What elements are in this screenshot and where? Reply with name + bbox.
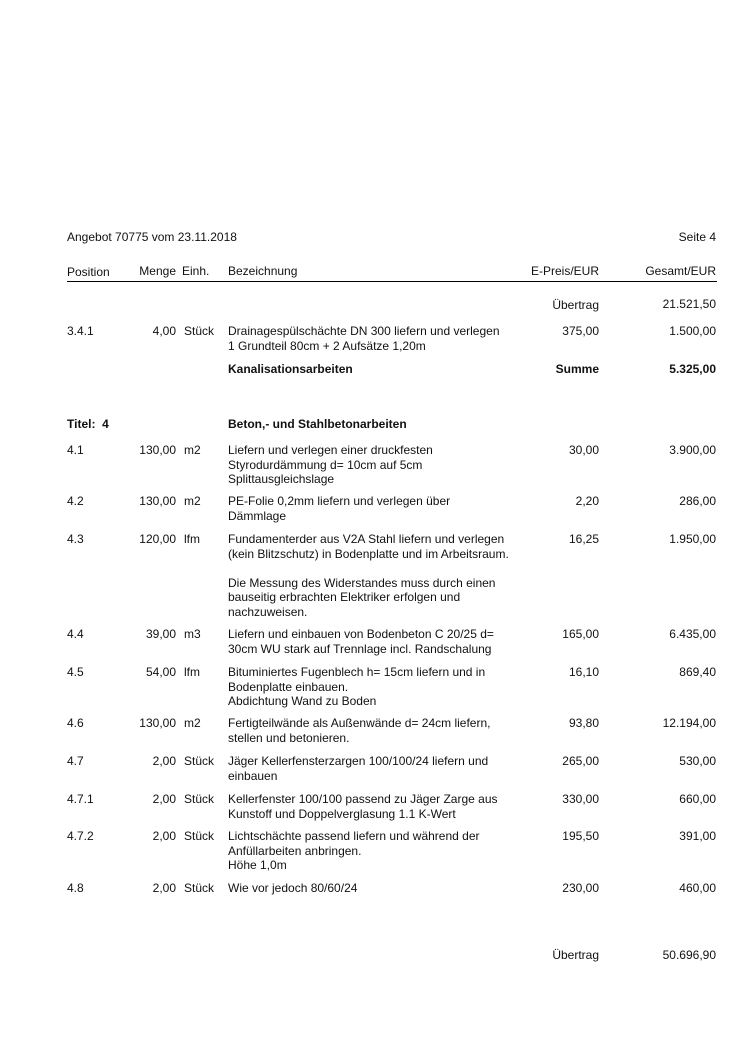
item-description-line: Drainagespülschächte DN 300 liefern und verlegen: [228, 324, 500, 338]
item-description-line: Lichtschächte passend liefern und während der: [228, 829, 480, 843]
col-header-einheit: Einh.: [182, 264, 210, 278]
item-description-line: stellen und betonieren.: [228, 730, 350, 745]
subtotal-value: 5.325,00: [669, 362, 716, 376]
carry-out-value: 50.696,90: [662, 948, 716, 962]
col-header-gesamt: Gesamt/EUR: [645, 264, 716, 278]
item-unit-price: 265,00: [562, 754, 599, 768]
item-quantity: 2,00: [152, 881, 176, 895]
item-total: 6.435,00: [669, 627, 716, 641]
item-position: 4.4: [67, 627, 84, 641]
item-description: [228, 324, 500, 353]
carry-in-label: Übertrag: [552, 298, 599, 312]
item-unit-price: 30,00: [568, 443, 599, 457]
item-total: 391,00: [679, 829, 716, 843]
item-description: [228, 792, 498, 821]
item-description-line: Fertigteilwände als Außenwände d= 24cm liefern,: [228, 716, 491, 730]
item-position: 4.2: [67, 494, 84, 508]
item-description: [228, 881, 357, 896]
item-unit-price: 2,20: [575, 494, 599, 508]
col-header-menge: Menge: [139, 264, 176, 278]
item-description-line: PE-Folie 0,2mm liefern und verlegen über: [228, 494, 451, 508]
item-unit-price: 375,00: [562, 324, 599, 338]
item-description-line: Kunstoff und Doppelverglasung 1.1 K-Wert: [228, 806, 456, 821]
item-description-line: (kein Blitzschutz) in Bodenplatte und im Arbeitsraum.: [228, 546, 509, 561]
item-description-line: Styrodurdämmung d= 10cm auf 5cm: [228, 457, 423, 472]
item-unit: lfm: [184, 532, 200, 546]
item-description: [228, 494, 450, 523]
col-header-bezeichnung: Bezeichnung: [228, 264, 298, 278]
item-description-line: Dämmlage: [228, 508, 287, 523]
section-title: Beton,- und Stahlbetonarbeiten: [228, 417, 407, 431]
item-unit: Stück: [184, 754, 215, 768]
item-unit-price: 165,00: [562, 627, 599, 641]
item-description-line: bauseitig erbrachten Elektriker erfolgen und: [228, 590, 461, 604]
item-unit: lfm: [184, 665, 200, 679]
carry-out-label: Übertrag: [552, 948, 599, 962]
item-description-line: [228, 561, 509, 576]
offer-reference: Angebot 70775 vom 23.11.2018: [67, 230, 237, 244]
item-description-line: Liefern und einbauen von Bodenbeton C 20/25 d=: [228, 627, 494, 641]
item-position: 4.8: [67, 881, 84, 895]
item-description-line: Bituminiertes Fugenblech h= 15cm liefern und in: [228, 665, 486, 679]
item-description-line: Abdichtung Wand zu Boden: [228, 694, 377, 708]
item-description-line: Fundamenterder aus V2A Stahl liefern und verlegen: [228, 532, 505, 546]
item-unit-price: 16,10: [568, 665, 599, 679]
item-unit: Stück: [184, 881, 215, 895]
item-description: [228, 829, 480, 873]
item-total: 3.900,00: [669, 443, 716, 457]
section-number: 4: [102, 417, 109, 431]
item-total: 869,40: [679, 665, 716, 679]
item-description-line: 30cm WU stark auf Trennlage incl. Randschalung: [228, 641, 492, 656]
item-unit: m2: [184, 494, 201, 508]
item-unit: Stück: [184, 792, 215, 806]
item-position: 4.5: [67, 665, 84, 679]
item-unit-price: 93,80: [568, 716, 599, 730]
item-position: 4.7.1: [67, 792, 94, 806]
item-total: 660,00: [679, 792, 716, 806]
item-unit: m3: [184, 627, 201, 641]
item-description: [228, 754, 488, 783]
item-total: 286,00: [679, 494, 716, 508]
carry-in-value: 21.521,50: [662, 297, 716, 311]
item-description: [228, 532, 509, 619]
item-description: [228, 716, 490, 745]
item-description-line: Wie vor jedoch 80/60/24: [228, 881, 358, 895]
header-divider: [67, 281, 717, 282]
item-quantity: 130,00: [139, 716, 176, 730]
item-position: 4.1: [67, 443, 84, 457]
item-position: 4.3: [67, 532, 84, 546]
item-position: 3.4.1: [67, 324, 94, 338]
item-total: 1.950,00: [669, 532, 716, 546]
subtotal-title: Kanalisationsarbeiten: [228, 362, 353, 376]
page-number: Seite 4: [678, 230, 716, 244]
item-description-line: Höhe 1,0m: [228, 858, 287, 872]
item-description-line: Liefern und verlegen einer druckfesten: [228, 443, 433, 457]
item-quantity: 2,00: [152, 829, 176, 843]
item-position: 4.6: [67, 716, 84, 730]
item-description: [228, 665, 485, 709]
item-description-line: Anfüllarbeiten anbringen.: [228, 843, 362, 858]
item-total: 12.194,00: [662, 716, 716, 730]
item-description: [228, 443, 433, 487]
item-description: [228, 627, 494, 656]
item-quantity: 4,00: [152, 324, 176, 338]
item-quantity: 2,00: [152, 792, 176, 806]
item-unit-price: 195,50: [562, 829, 599, 843]
item-total: 530,00: [679, 754, 716, 768]
item-description-line: 1 Grundteil 80cm + 2 Aufsätze 1,20m: [228, 338, 426, 353]
item-quantity: 130,00: [139, 443, 176, 457]
section-label-text: Titel:: [67, 417, 96, 431]
item-description-line: Bodenplatte einbauen.: [228, 679, 349, 694]
item-description-line: Kellerfenster 100/100 passend zu Jäger Zarge aus: [228, 792, 498, 806]
col-header-position: Position: [67, 265, 110, 279]
item-position: 4.7: [67, 754, 84, 768]
item-quantity: 39,00: [145, 627, 176, 641]
item-description-line: nachzuweisen.: [228, 604, 308, 619]
item-unit-price: 330,00: [562, 792, 599, 806]
item-description-line: Jäger Kellerfensterzargen 100/100/24 liefern und: [228, 754, 489, 768]
col-header-epreis: E-Preis/EUR: [530, 264, 599, 278]
item-quantity: 120,00: [139, 532, 176, 546]
item-description-line: Die Messung des Widerstandes muss durch einen: [228, 575, 496, 590]
item-unit: m2: [184, 716, 201, 730]
item-total: 460,00: [679, 881, 716, 895]
item-quantity: 2,00: [152, 754, 176, 768]
item-description-line: einbauen: [228, 768, 278, 783]
item-quantity: 54,00: [145, 665, 176, 679]
item-unit-price: 230,00: [562, 881, 599, 895]
item-unit: Stück: [184, 829, 215, 843]
item-unit-price: 16,25: [568, 532, 599, 546]
item-position: 4.7.2: [67, 829, 94, 843]
item-total: 1.500,00: [669, 324, 716, 338]
item-unit: Stück: [184, 324, 215, 338]
item-description-line: Splittausgleichslage: [228, 472, 335, 486]
item-quantity: 130,00: [139, 494, 176, 508]
subtotal-label: Summe: [555, 362, 599, 376]
section-label: [67, 417, 109, 432]
item-unit: m2: [184, 443, 201, 457]
